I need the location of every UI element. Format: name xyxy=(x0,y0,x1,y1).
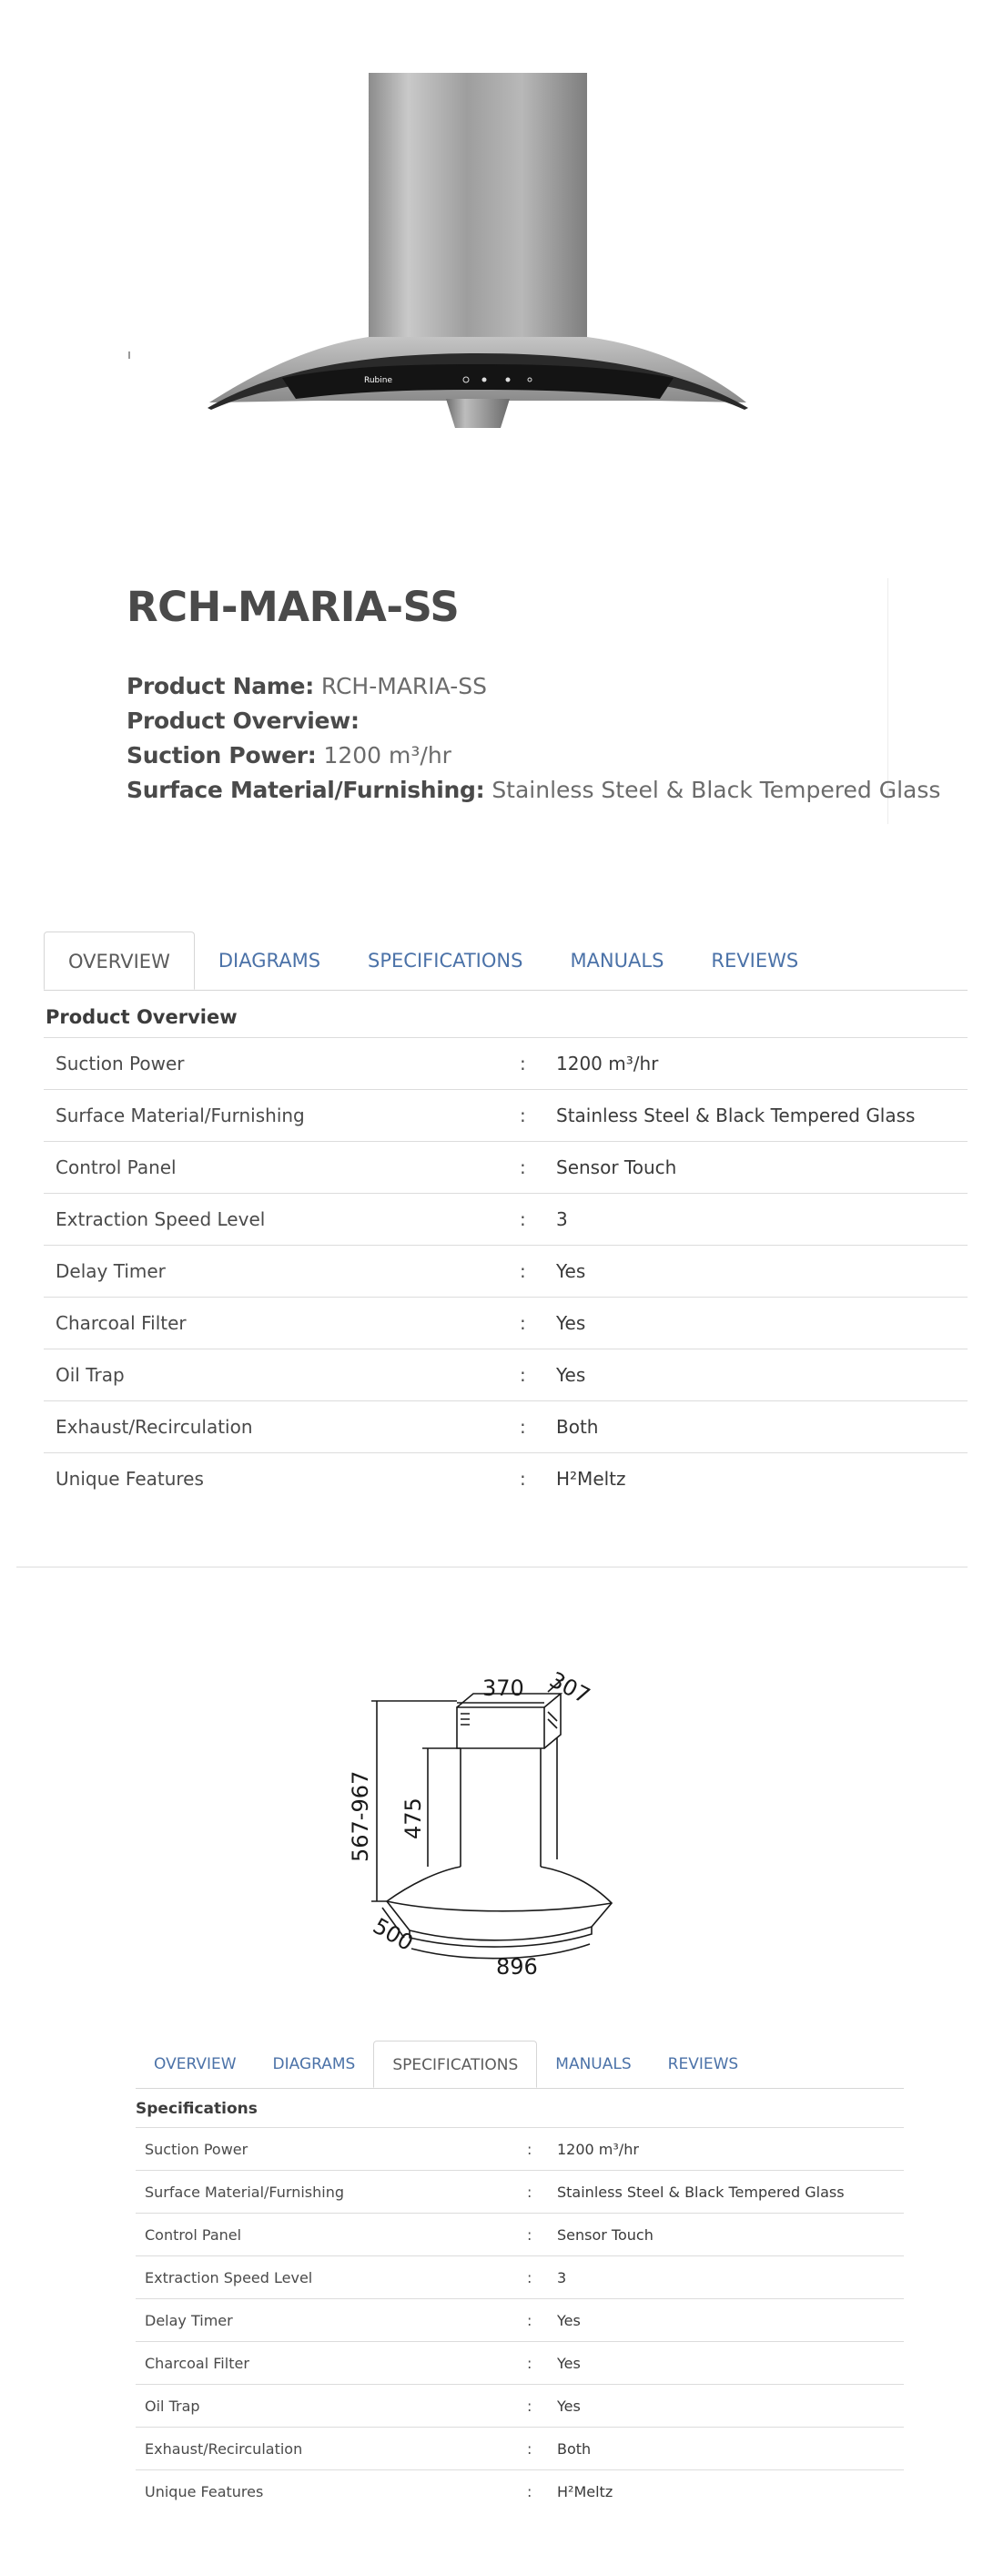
surface-material-line: Surface Material/Furnishing: Stainless Steel & Black Tempered Glass xyxy=(127,777,941,803)
hood-outline xyxy=(387,1867,612,1940)
table-row: Charcoal Filter : Yes xyxy=(44,1298,968,1349)
table-row: Unique Features : H²Meltz xyxy=(56,1468,626,1490)
dim-line-chimney xyxy=(422,1748,461,1867)
chimney xyxy=(369,73,587,355)
specifications-tab-panel xyxy=(136,2041,904,2512)
tab-manuals[interactable]: MANUALS xyxy=(570,950,664,972)
tab-specifications[interactable]: SPECIFICATIONS xyxy=(368,950,523,972)
dim-chimney-height: 475 xyxy=(400,1797,426,1839)
dimension-diagram xyxy=(346,1657,655,1976)
speed-button-icon xyxy=(506,378,511,382)
vent-slots xyxy=(461,1712,557,1728)
product-image xyxy=(200,64,765,446)
table-row: Delay Timer : Yes xyxy=(136,2299,904,2342)
table-row: Oil Trap : Yes xyxy=(136,2385,904,2428)
dim-height-range: 567-967 xyxy=(348,1770,373,1862)
section-heading: Specifications xyxy=(136,2089,904,2128)
overview-tab-panel xyxy=(44,932,968,1504)
table-row: Suction Power : 1200 m³/hr xyxy=(44,1038,968,1090)
dim-depth-base: 500 xyxy=(369,1912,418,1957)
tab-specifications[interactable]: SPECIFICATIONS xyxy=(373,2041,537,2088)
spec-table xyxy=(44,1038,968,1504)
dim-width-base: 896 xyxy=(496,1954,538,1976)
hood-lower-edge xyxy=(410,1927,592,1947)
tab-bar xyxy=(136,2041,904,2089)
dim-depth-top: 307 xyxy=(545,1666,594,1709)
tab-overview[interactable]: OVERVIEW xyxy=(44,932,195,990)
table-row: Delay Timer : Yes xyxy=(44,1246,968,1298)
tab-reviews[interactable]: REVIEWS xyxy=(667,2055,739,2073)
light-button-icon xyxy=(482,378,487,382)
product-overview-line: Product Overview: xyxy=(127,708,360,734)
table-row: Control Panel : Sensor Touch xyxy=(44,1142,968,1194)
hood-base xyxy=(446,399,510,428)
table-row: Suction Power : 1200 m³/hr xyxy=(136,2128,904,2171)
table-row: Extraction Speed Level : 3 xyxy=(44,1194,968,1246)
table-row: Charcoal Filter : Yes xyxy=(136,2342,904,2385)
table-row: Unique Features : H²Meltz xyxy=(145,2482,613,2500)
dim-width-top: 370 xyxy=(482,1675,524,1701)
chimney-top-depth xyxy=(457,1694,561,1748)
brand-logo: Rubine xyxy=(364,376,393,385)
tab-overview[interactable]: OVERVIEW xyxy=(154,2055,237,2073)
tab-diagrams[interactable]: DIAGRAMS xyxy=(218,950,321,972)
table-row: Extraction Speed Level : 3 xyxy=(136,2256,904,2299)
tick-mark xyxy=(128,351,130,359)
table-row: Oil Trap : Yes xyxy=(44,1349,968,1401)
table-row: Surface Material/Furnishing : Stainless Steel & Black Tempered Glass xyxy=(44,1090,968,1142)
tab-reviews[interactable]: REVIEWS xyxy=(711,950,799,972)
tab-manuals[interactable]: MANUALS xyxy=(555,2055,632,2073)
chimney-top-outline xyxy=(457,1707,544,1748)
hood-front-edge xyxy=(387,1901,612,1911)
tab-diagrams[interactable]: DIAGRAMS xyxy=(272,2055,356,2073)
table-row: Control Panel : Sensor Touch xyxy=(136,2214,904,2256)
section-divider xyxy=(16,1566,968,1568)
table-row: Exhaust/Recirculation : Both xyxy=(44,1401,968,1453)
product-info xyxy=(127,583,941,808)
table-row: Exhaust/Recirculation : Both xyxy=(136,2428,904,2470)
product-title: RCH-MARIA-SS xyxy=(127,583,460,631)
tab-bar xyxy=(44,932,968,991)
suction-power-line: Suction Power: 1200 m³/hr xyxy=(127,742,451,769)
spec-table xyxy=(136,2128,904,2512)
product-name-line: Product Name: RCH-MARIA-SS xyxy=(127,673,487,699)
table-row: Surface Material/Furnishing : Stainless Steel & Black Tempered Glass xyxy=(136,2171,904,2214)
chimney-lower xyxy=(461,1737,557,1867)
section-heading: Product Overview xyxy=(44,991,968,1038)
